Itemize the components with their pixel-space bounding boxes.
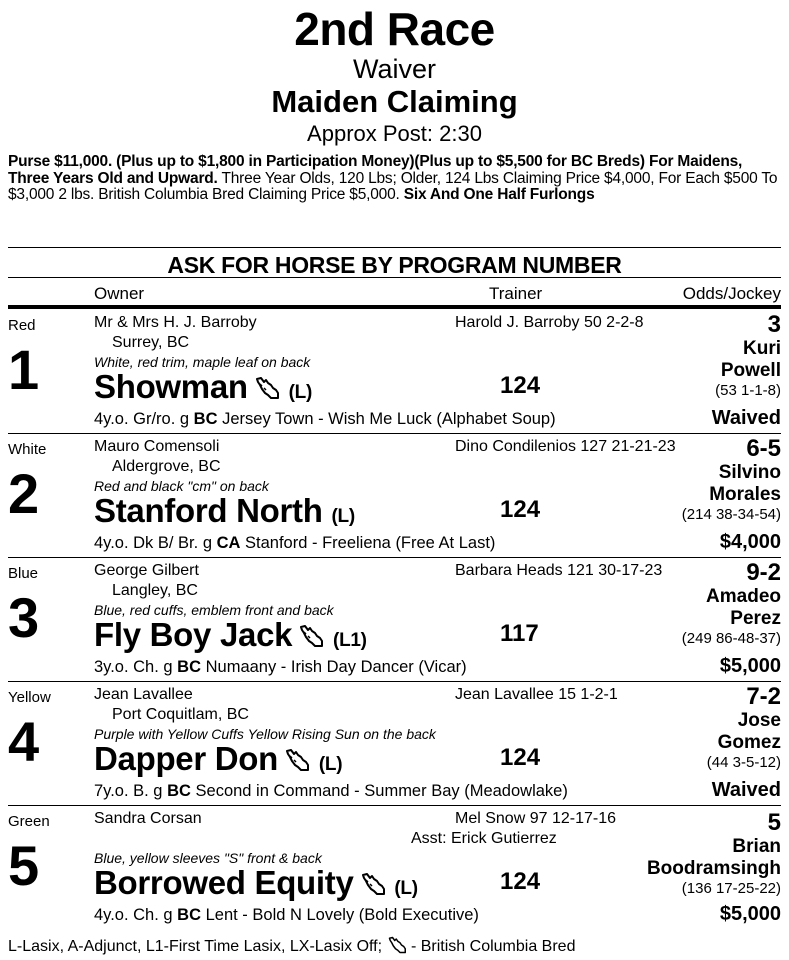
silks-description: Blue, red cuffs, emblem front and back	[94, 602, 334, 618]
race-conditions	[8, 154, 781, 204]
horse-name-line	[94, 864, 418, 908]
legend-text: L-Lasix, A-Adjunct, L1-First Time Lasix, LX-Lasix Off;	[8, 938, 387, 955]
bc-province-map-icon	[387, 936, 407, 954]
owner-town: Port Coquitlam, BC	[112, 706, 249, 723]
conditions-bold-2: Six And One Half Furlongs	[399, 186, 595, 203]
odds-jockey-column-header: Odds/Jockey	[682, 284, 781, 303]
saddlecloth-color: Blue	[8, 565, 39, 582]
horse-name-line	[94, 740, 342, 784]
jockey-first-name: Amadeo	[706, 586, 781, 607]
entry-row	[0, 558, 789, 682]
jockey-last-name: Powell	[720, 360, 781, 381]
race-class: Maiden Claiming	[271, 84, 518, 119]
pedigree: Numaany - Irish Day Dancer (Vicar)	[205, 658, 467, 676]
weight: 124	[500, 372, 541, 399]
jockey-first-name: Jose	[737, 710, 781, 731]
breeding-line	[94, 410, 556, 429]
saddlecloth-color: White	[8, 441, 47, 458]
age-sex: 4y.o. Gr/ro. g	[94, 410, 190, 428]
silks-description: Purple with Yellow Cuffs Yellow Rising Sun on the back	[94, 726, 436, 742]
trainer-name: Harold J. Barroby 50 2-2-8	[455, 314, 644, 331]
owner-name: George Gilbert	[94, 562, 199, 579]
horse-name-line	[94, 616, 367, 660]
jockey-last-name: Boodramsingh	[646, 858, 781, 879]
claiming-price: $5,000	[719, 655, 781, 677]
morning-line-odds: 9-2	[746, 559, 781, 586]
age-sex: 4y.o. Dk B/ Br. g	[94, 534, 212, 552]
header-divider	[8, 305, 781, 309]
horse-name: Borrowed Equity	[94, 864, 354, 901]
morning-line-odds: 3	[767, 311, 781, 338]
bc-province-map-icon	[360, 867, 386, 893]
legend-footer	[8, 936, 575, 956]
pedigree: Jersey Town - Wish Me Luck (Alphabet Soup)	[222, 410, 556, 428]
divider	[8, 277, 781, 278]
jockey-stats: (44 3-5-12)	[706, 754, 781, 771]
horse-name-line	[94, 368, 312, 412]
claiming-price: $5,000	[719, 903, 781, 925]
breeding-line	[94, 658, 467, 677]
legend-text-2: - British Columbia Bred	[406, 938, 576, 955]
horse-name: Showman	[94, 368, 248, 405]
morning-line-odds: 6-5	[746, 435, 781, 462]
odds-jockey-block	[581, 436, 781, 523]
jockey-stats: (136 17-25-22)	[681, 880, 781, 897]
claiming-price: Waived	[711, 779, 781, 801]
race-type: Waiver	[352, 54, 436, 84]
ask-instruction: ASK FOR HORSE BY PROGRAM NUMBER	[167, 252, 622, 278]
owner-name: Sandra Corsan	[94, 810, 202, 827]
jockey-first-name: Kuri	[743, 338, 781, 359]
medication: (L)	[288, 382, 312, 403]
program-number: 4	[8, 710, 40, 773]
jockey-last-name: Perez	[730, 608, 781, 629]
morning-line-odds: 5	[767, 809, 781, 836]
saddlecloth-color: Red	[8, 317, 36, 334]
jockey-stats: (249 86-48-37)	[681, 630, 781, 647]
trainer-name: Mel Snow 97 12-17-16	[455, 810, 616, 827]
jockey-stats: (53 1-1-8)	[715, 382, 781, 399]
pedigree: Second in Command - Summer Bay (Meadowlake)	[195, 782, 568, 800]
odds-jockey-block	[581, 810, 781, 897]
weight: 124	[500, 868, 541, 895]
odds-jockey-block	[581, 312, 781, 399]
jockey-first-name: Silvino	[718, 462, 781, 483]
program-number: 2	[8, 462, 40, 525]
owner-name: Mr & Mrs H. J. Barroby	[94, 314, 257, 331]
bc-province-map-icon	[298, 619, 324, 645]
jockey-first-name: Brian	[732, 836, 781, 857]
medication: (L)	[318, 754, 343, 775]
bc-province-map-icon	[284, 743, 310, 769]
conditions-text: Three Year Olds, 120 Lbs; Older, 124 Lbs Claiming Price $4,000, For Each $500 To $3,000 2 lbs. British Columbia Bred Claiming Price $5,000.	[8, 169, 778, 203]
trainer-column-header: Trainer	[489, 284, 543, 303]
trainer-name: Dino Condilenios 127 21-21-23	[455, 438, 676, 455]
trainer-name: Barbara Heads 121 30-17-23	[455, 562, 663, 579]
silks-description: Blue, yellow sleeves "S" front & back	[94, 850, 322, 866]
post-time: Approx Post: 2:30	[307, 121, 482, 146]
owner-town: Langley, BC	[112, 582, 198, 599]
breeding-line	[94, 534, 495, 553]
horse-name: Stanford North	[94, 492, 323, 529]
entry-row	[0, 310, 789, 434]
owner-town: Aldergrove, BC	[112, 458, 221, 475]
medication: (L)	[331, 506, 355, 527]
owner-name: Mauro Comensoli	[94, 438, 220, 455]
medication: (L1)	[333, 630, 367, 651]
breeding-line	[94, 906, 479, 925]
pedigree: Stanford - Freeliena (Free At Last)	[245, 534, 496, 552]
jockey-last-name: Morales	[709, 484, 781, 505]
breeding-line	[94, 782, 568, 801]
jockey-stats: (214 38-34-54)	[681, 506, 781, 523]
morning-line-odds: 7-2	[746, 683, 781, 710]
bred-state: BC	[177, 658, 202, 676]
bred-state: BC	[193, 410, 218, 428]
program-number: 3	[8, 586, 40, 649]
jockey-last-name: Gomez	[717, 732, 781, 753]
entry-row	[0, 806, 789, 930]
owner-name: Jean Lavallee	[94, 686, 193, 703]
owner-town: Surrey, BC	[112, 334, 190, 351]
bred-state: BC	[167, 782, 191, 800]
saddlecloth-color: Yellow	[8, 689, 51, 706]
silks-description: Red and black "cm" on back	[94, 478, 269, 494]
pedigree: Lent - Bold N Lovely (Bold Executive)	[205, 906, 479, 924]
entry-row	[0, 682, 789, 806]
program-number: 1	[8, 338, 40, 401]
age-sex: 7y.o. B. g	[94, 782, 163, 800]
weight: 117	[500, 620, 539, 647]
bred-state: CA	[216, 534, 241, 552]
saddlecloth-color: Green	[8, 813, 50, 830]
claiming-price: $4,000	[719, 531, 781, 553]
claiming-price: Waived	[711, 407, 781, 429]
program-number: 5	[8, 834, 40, 897]
divider	[8, 247, 781, 248]
medication: (L)	[394, 878, 418, 899]
owner-column-header: Owner	[94, 284, 145, 303]
odds-jockey-block	[581, 684, 781, 771]
horse-name-line	[94, 492, 355, 536]
age-sex: 3y.o. Ch. g	[94, 658, 173, 676]
bc-province-map-icon	[254, 371, 280, 397]
entry-row	[0, 434, 789, 558]
weight: 124	[500, 744, 541, 771]
horse-name: Dapper Don	[94, 740, 279, 777]
conditions-bold-1: Purse $11,000. (Plus up to $1,800 in Participation Money)(Plus up to $5,500 for BC Breds) For Maidens, Three Years Old and Upward.	[8, 153, 743, 187]
silks-description: White, red trim, maple leaf on back	[94, 354, 311, 370]
weight: 124	[500, 496, 541, 523]
odds-jockey-block	[581, 560, 781, 647]
race-header	[0, 0, 789, 148]
assistant-trainer: Asst: Erick Gutierrez	[411, 830, 557, 847]
trainer-name: Jean Lavallee 15 1-2-1	[455, 686, 618, 703]
age-sex: 4y.o. Ch. g	[94, 906, 173, 924]
horse-name: Fly Boy Jack	[94, 616, 293, 653]
race-title: 2nd Race	[294, 3, 495, 55]
bred-state: BC	[177, 906, 202, 924]
